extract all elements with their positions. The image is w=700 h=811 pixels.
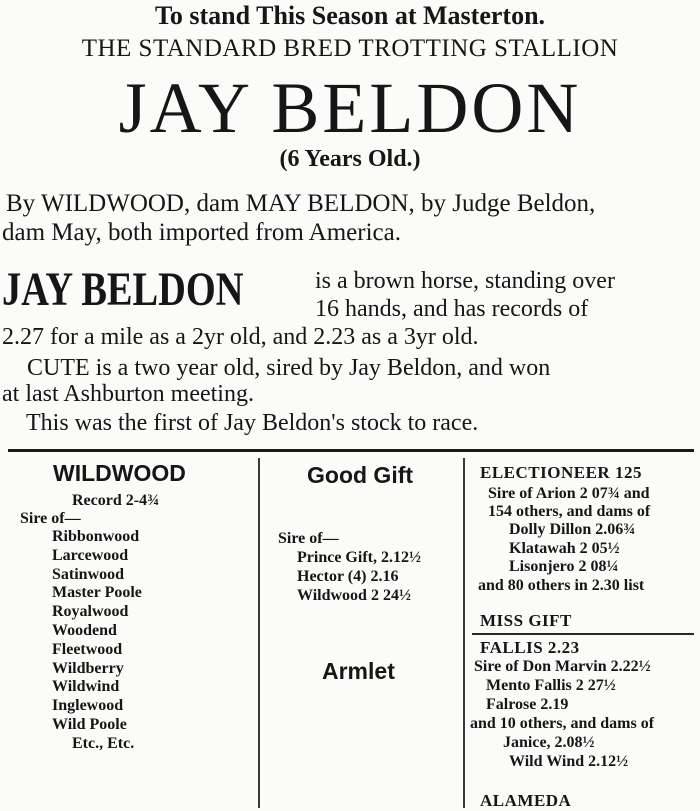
pedigree-line-2: dam May, both imported from America. xyxy=(2,219,401,246)
wildwood-record: Record 2-4¾ xyxy=(72,492,160,509)
stallion-subtitle: THE STANDARD BRED TROTTING STALLION xyxy=(81,35,619,62)
fallis-line: and 10 others, and dams of xyxy=(470,715,655,732)
horizontal-divider xyxy=(8,449,694,452)
column-divider-right xyxy=(463,458,465,808)
electioneer-heading: ELECTIONEER 125 xyxy=(480,463,642,482)
wildwood-sire-of-label: Sire of— xyxy=(20,510,81,527)
list-item: Etc., Etc. xyxy=(72,734,135,752)
electioneer-line: Sire of Arion 2 07¾ and xyxy=(488,485,650,502)
list-item: Wildwood 2 24½ xyxy=(297,587,411,604)
list-item: Fleetwood xyxy=(52,640,123,658)
description-line-1: is a brown horse, standing over xyxy=(315,268,615,294)
fallis-line: Falrose 2.19 xyxy=(486,696,569,713)
cute-line-2: at last Ashburton meeting. xyxy=(2,381,254,407)
horse-age: (6 Years Old.) xyxy=(279,146,421,172)
list-item: Wild Poole xyxy=(52,715,127,733)
column-divider-left xyxy=(258,458,260,808)
electioneer-line: Klatawah 2 05½ xyxy=(509,540,620,557)
list-item: Ribbonwood xyxy=(52,528,140,545)
miss-gift-heading: MISS GIFT xyxy=(480,611,572,630)
armlet-heading: Armlet xyxy=(322,658,395,684)
fallis-line: Mento Fallis 2 27½ xyxy=(486,677,616,694)
good-gift-heading: Good Gift xyxy=(307,462,414,488)
electioneer-line: Dolly Dillon 2.06¾ xyxy=(509,521,636,538)
horse-name-large: JAY BELDON xyxy=(2,263,244,316)
list-item: Master Poole xyxy=(52,584,142,602)
season-announcement: To stand This Season at Masterton. xyxy=(154,1,546,30)
list-item: Hector (4) 2.16 xyxy=(297,568,399,585)
good-gift-sire-of-label: Sire of— xyxy=(278,530,339,547)
list-item: Prince Gift, 2.12½ xyxy=(297,549,421,566)
alameda-heading: ALAMEDA xyxy=(480,791,572,810)
list-item: Satinwood xyxy=(52,565,125,583)
cute-line-1: CUTE is a two year old, sired by Jay Beldon, and won xyxy=(27,355,551,381)
description-line-3: 2.27 for a mile as a 2yr old, and 2.23 as a 3yr old. xyxy=(2,324,479,350)
fallis-line: Janice, 2.08½ xyxy=(503,734,595,751)
list-item: Wildberry xyxy=(52,659,124,677)
wildwood-heading: WILDWOOD xyxy=(53,460,186,486)
miss-gift-divider xyxy=(472,633,694,635)
first-stock-line: This was the first of Jay Beldon's stock to race. xyxy=(26,410,479,436)
list-item: Royalwood xyxy=(52,603,129,621)
electioneer-line: and 80 others in 2.30 list xyxy=(478,577,645,594)
description-line-2: 16 hands, and has records of xyxy=(315,296,589,322)
fallis-line: Wild Wind 2.12½ xyxy=(509,753,629,770)
list-item: Woodend xyxy=(52,621,117,639)
good-gift-progeny-list xyxy=(297,548,421,605)
wildwood-progeny-list xyxy=(52,528,142,754)
fallis-heading: FALLIS 2.23 xyxy=(480,638,580,657)
horse-name-title: JAY BELDON xyxy=(118,68,582,148)
pedigree-line-1: By WILDWOOD, dam MAY BELDON, by Judge Beldon, xyxy=(6,190,596,217)
list-item: Inglewood xyxy=(52,697,124,715)
electioneer-line: Lisonjero 2 08¼ xyxy=(509,558,619,575)
electioneer-line: 154 others, and dams of xyxy=(488,503,651,520)
list-item: Wildwind xyxy=(52,678,120,696)
fallis-line: Sire of Don Marvin 2.22½ xyxy=(474,658,651,675)
list-item: Larcewood xyxy=(52,546,129,564)
